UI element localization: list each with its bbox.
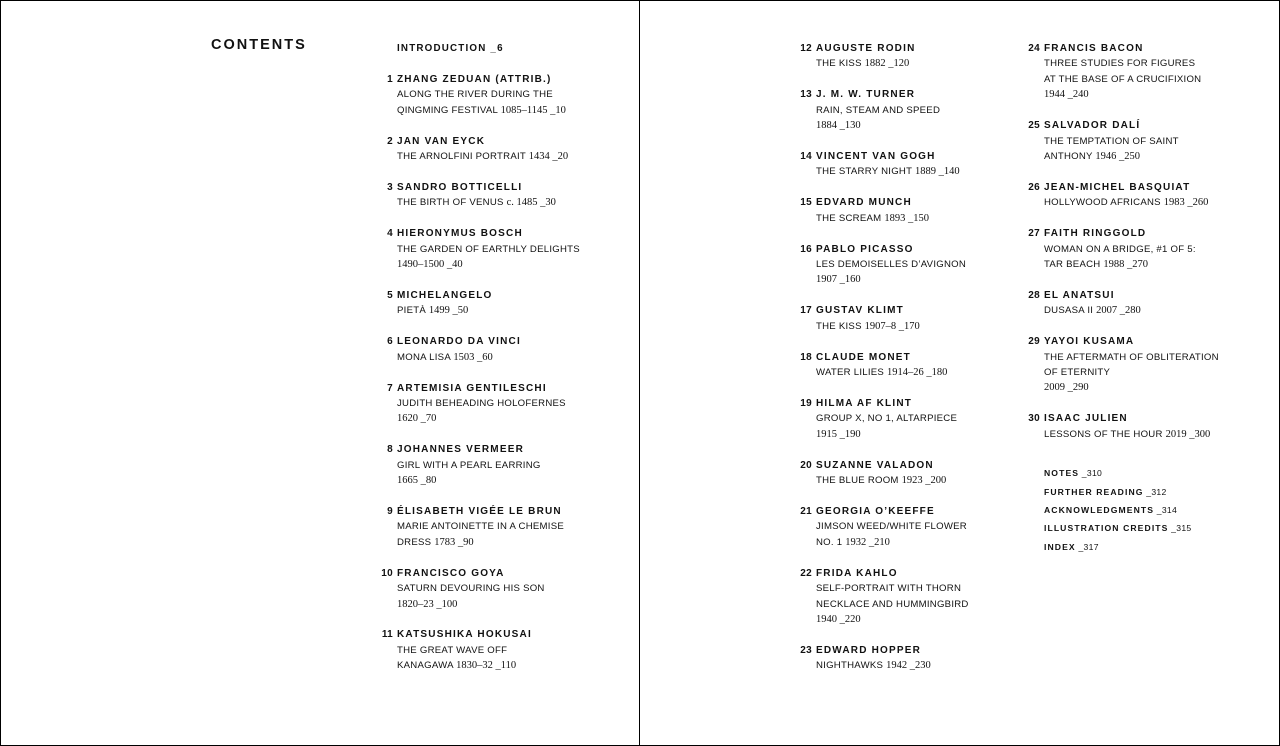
work-date-page: 1932 _210 <box>845 536 890 548</box>
work-title: DUSASA II <box>1044 305 1097 317</box>
work-title: HOLLYWOOD AFRICANS <box>1044 197 1164 209</box>
backmatter-label: FURTHER READING <box>1044 486 1144 497</box>
entry-work-line <box>397 149 597 164</box>
toc-entry <box>800 303 1016 334</box>
entry-work-line <box>1044 242 1244 257</box>
entry-number: 18 <box>800 351 812 363</box>
toc-entry <box>387 180 597 211</box>
work-title: JUDITH BEHEADING HOLOFERNES <box>397 398 566 409</box>
toc-entry <box>387 288 597 319</box>
work-title: KANAGAWA <box>397 660 457 672</box>
entry-number: 7 <box>387 382 393 394</box>
entry-work-line <box>1044 56 1244 71</box>
entry-work-line <box>1044 72 1244 87</box>
entry-number: 14 <box>800 151 812 163</box>
toc-entry <box>800 149 1016 180</box>
work-title: THE BIRTH OF VENUS <box>397 197 507 209</box>
entry-artist: EDVARD MUNCH <box>816 197 912 209</box>
work-title: GROUP X, NO 1, ALTARPIECE <box>816 413 958 425</box>
entry-work-line <box>1044 149 1244 164</box>
entry-work-line <box>816 365 1016 380</box>
entry-number: 12 <box>800 43 812 54</box>
entry-work-line <box>1044 365 1244 380</box>
toc-entry <box>800 504 1016 550</box>
entry-number: 10 <box>381 567 393 579</box>
entry-number: 17 <box>800 305 812 317</box>
entry-work-line <box>816 319 1016 334</box>
toc-entry <box>1028 226 1244 272</box>
entry-number: 6 <box>387 336 393 348</box>
entry-artist: FAITH RINGGOLD <box>1044 228 1147 240</box>
toc-entry <box>800 643 1016 674</box>
toc-entry <box>387 504 597 550</box>
work-title: THE TEMPTATION OF SAINT <box>1044 135 1179 147</box>
work-date-page: 1820–23 _100 <box>397 598 458 610</box>
work-title: WATER LILIES <box>816 367 887 379</box>
work-title: ANTHONY <box>1044 150 1096 162</box>
toc-entry <box>800 396 1016 442</box>
entry-work-line <box>397 242 597 257</box>
backmatter-item <box>1044 464 1244 482</box>
entry-work-line <box>816 56 1016 71</box>
work-title: THE KISS <box>816 58 865 70</box>
entry-artist: YAYOI KUSAMA <box>1044 336 1135 348</box>
work-title: QINGMING FESTIVAL <box>397 104 501 116</box>
entry-work-line <box>397 350 597 365</box>
work-date-page: 1503 _60 <box>453 351 493 363</box>
entry-number: 9 <box>387 506 393 518</box>
page-gutter <box>639 0 640 746</box>
work-date-page: 2007 _280 <box>1096 305 1141 317</box>
work-title: NECKLACE AND HUMMINGBIRD <box>816 598 969 610</box>
entry-work-line <box>816 427 1016 442</box>
backmatter-page: _312 <box>1143 486 1167 497</box>
work-date-page: 1882 _120 <box>864 58 910 70</box>
backmatter-page: _310 <box>1079 468 1103 479</box>
work-date-page: 1830–32 _110 <box>456 660 517 672</box>
toc-column-3 <box>1028 41 1244 556</box>
entry-number: 8 <box>387 444 393 456</box>
work-date-page: 1665 _80 <box>397 475 437 487</box>
entry-artist: ISAAC JULIEN <box>1044 413 1128 425</box>
toc-entry <box>1028 334 1244 396</box>
entry-number: 15 <box>800 197 812 209</box>
work-date-page: 1783 _90 <box>434 536 474 548</box>
backmatter-item <box>1044 501 1244 519</box>
toc-entry <box>387 334 597 365</box>
entry-number: 2 <box>387 135 393 147</box>
work-title: THE SCREAM <box>816 212 885 224</box>
entry-work-line <box>397 519 597 534</box>
entry-number: 13 <box>800 89 812 101</box>
work-title: MARIE ANTOINETTE IN A CHEMISE <box>397 521 564 533</box>
work-date-page: 1490–1500 _40 <box>397 259 463 271</box>
entry-work-line <box>1044 195 1244 210</box>
work-date-page: 1884 _130 <box>816 120 861 132</box>
toc-entry <box>800 41 1016 72</box>
entry-work-line <box>816 581 1016 596</box>
entry-artist: CLAUDE MONET <box>816 351 911 363</box>
backmatter-item <box>1044 519 1244 537</box>
work-date-page: 1940 _220 <box>816 613 861 625</box>
entry-work-line <box>397 581 597 596</box>
work-title: OF ETERNITY <box>1044 367 1111 378</box>
work-date-page: 1085–1145 _10 <box>500 104 566 116</box>
entry-artist: HILMA AF KLINT <box>816 398 913 409</box>
contents-heading: CONTENTS <box>211 37 307 53</box>
work-title: THE ARNOLFINI PORTRAIT <box>397 151 529 163</box>
entry-number: 23 <box>800 644 812 656</box>
work-date-page: 1988 _270 <box>1103 258 1148 270</box>
entry-number: 24 <box>1028 43 1040 54</box>
entry-artist: JEAN-MICHEL BASQUIAT <box>1044 181 1191 193</box>
work-title: MONA LISA <box>397 351 454 363</box>
entry-artist: GUSTAV KLIMT <box>816 305 904 317</box>
entry-work-line <box>397 535 597 550</box>
entry-number: 19 <box>800 398 812 409</box>
toc-entry <box>1028 411 1244 442</box>
entry-artist: JOHANNES VERMEER <box>397 444 524 456</box>
entry-work-line <box>397 458 597 473</box>
toc-entry <box>800 87 1016 133</box>
toc-column-1 <box>381 41 597 689</box>
entry-work-line <box>397 396 597 411</box>
entry-work-line <box>816 411 1016 426</box>
work-date-page: 1893 _150 <box>884 212 929 224</box>
toc-column-2 <box>800 41 1016 689</box>
toc-backmatter <box>1044 464 1244 556</box>
entry-number: 29 <box>1028 336 1040 348</box>
entry-artist: HIERONYMUS BOSCH <box>397 228 523 240</box>
work-date-page: 1907–8 _170 <box>864 320 920 332</box>
work-title: PIETÀ <box>397 305 429 317</box>
entry-work-line <box>816 103 1016 118</box>
entry-number: 3 <box>387 181 393 193</box>
entry-number: 21 <box>800 506 812 518</box>
entry-number: 20 <box>800 459 812 471</box>
toc-entry <box>1028 41 1244 103</box>
entry-artist: KATSUSHIKA HOKUSAI <box>397 629 532 641</box>
work-date-page: 2009 _290 <box>1044 382 1089 394</box>
entry-work-line <box>1044 134 1244 149</box>
toc-entry <box>1028 180 1244 211</box>
entry-work-line <box>1044 350 1244 365</box>
entry-artist: ZHANG ZEDUAN (ATTRIB.) <box>397 73 552 85</box>
entry-number: 16 <box>800 243 812 255</box>
entry-artist: ÉLISABETH VIGÉE LE BRUN <box>397 506 562 518</box>
work-date-page: 1942 _230 <box>886 660 931 672</box>
work-date-page: 1499 _50 <box>428 305 469 317</box>
entry-artist: SALVADOR DALÍ <box>1044 120 1141 132</box>
work-title: THE KISS <box>816 320 865 332</box>
entry-artist: LEONARDO DA VINCI <box>397 336 521 348</box>
entry-artist: MICHELANGELO <box>397 289 493 301</box>
toc-entry <box>800 350 1016 381</box>
backmatter-label: ILLUSTRATION CREDITS <box>1044 523 1169 534</box>
work-title: THE GREAT WAVE OFF <box>397 644 508 656</box>
entry-work-line <box>816 272 1016 287</box>
entry-work-line <box>816 535 1016 550</box>
toc-introduction: INTRODUCTION _6 <box>397 43 504 54</box>
work-date-page: 1915 _190 <box>816 428 861 440</box>
toc-entry <box>387 381 597 427</box>
work-date-page: 2019 _300 <box>1165 428 1211 440</box>
entry-work-line <box>1044 257 1244 272</box>
work-date-page: 1923 _200 <box>901 475 947 487</box>
work-title: AT THE BASE OF A CRUCIFIXION <box>1044 73 1202 85</box>
work-date-page: 1946 _250 <box>1095 150 1141 162</box>
work-title: SELF-PORTRAIT WITH THORN <box>816 583 962 595</box>
backmatter-page: _315 <box>1168 523 1192 534</box>
work-title: THE STARRY NIGHT <box>816 166 915 178</box>
entry-work-line <box>1044 427 1244 442</box>
work-title: TAR BEACH <box>1044 258 1104 270</box>
entry-work-line <box>397 103 597 118</box>
entry-work-line <box>397 411 597 426</box>
entry-work-line <box>397 195 597 210</box>
entry-number: 1 <box>387 73 393 85</box>
entry-artist: EL ANATSUI <box>1044 289 1115 301</box>
toc-entry <box>800 566 1016 628</box>
entry-work-line <box>816 211 1016 226</box>
entry-work-line <box>816 519 1016 534</box>
toc-entries-group <box>381 72 597 674</box>
work-title: THREE STUDIES FOR FIGURES <box>1044 58 1196 70</box>
work-title: DRESS <box>397 536 435 548</box>
entry-artist: FRIDA KAHLO <box>816 567 898 579</box>
entry-artist: PABLO PICASSO <box>816 243 914 255</box>
toc-entry <box>1028 118 1244 164</box>
entry-work-line <box>397 473 597 488</box>
work-date-page: 1620 _70 <box>397 413 437 425</box>
work-date-page: 1434 _20 <box>528 151 569 163</box>
work-date-page: 1907 _160 <box>816 274 861 286</box>
work-date-page: c. 1485 _30 <box>506 197 556 209</box>
work-title: NIGHTHAWKS <box>816 660 887 672</box>
entry-artist: SUZANNE VALADON <box>816 459 934 471</box>
entry-artist: J. M. W. TURNER <box>816 89 916 101</box>
toc-entry <box>800 242 1016 288</box>
entry-artist: FRANCISCO GOYA <box>397 567 505 579</box>
work-title: SATURN DEVOURING HIS SON <box>397 583 545 595</box>
entry-work-line <box>816 612 1016 627</box>
entry-artist: JAN VAN EYCK <box>397 135 486 147</box>
entry-number: 27 <box>1028 228 1040 240</box>
entry-work-line <box>397 643 597 658</box>
entry-artist: VINCENT VAN GOGH <box>816 151 936 163</box>
entry-artist: EDWARD HOPPER <box>816 644 922 656</box>
work-title: RAIN, STEAM AND SPEED <box>816 104 941 116</box>
toc-entry <box>800 195 1016 226</box>
entry-number: 25 <box>1028 120 1040 132</box>
work-title: LES DEMOISELLES D’AVIGNON <box>816 259 967 271</box>
work-title: JIMSON WEED/WHITE FLOWER <box>816 521 967 533</box>
work-title: NO. 1 <box>816 536 846 548</box>
entry-work-line <box>816 473 1016 488</box>
entry-work-line <box>397 87 597 102</box>
backmatter-item <box>1044 483 1244 501</box>
work-title: THE AFTERMATH OF OBLITERATION <box>1044 351 1219 363</box>
work-date-page: 1914–26 _180 <box>886 367 948 379</box>
entry-number: 28 <box>1028 289 1040 301</box>
work-title: WOMAN ON A BRIDGE, #1 OF 5: <box>1044 243 1196 255</box>
backmatter-item <box>1044 538 1244 556</box>
toc-entry <box>387 226 597 272</box>
work-title: ALONG THE RIVER DURING THE <box>397 89 553 101</box>
entry-number: 22 <box>800 567 812 579</box>
work-date-page: 1944 _240 <box>1044 89 1089 101</box>
work-date-page: 1889 _140 <box>914 166 960 178</box>
entry-work-line <box>816 658 1016 673</box>
entry-artist: SANDRO BOTTICELLI <box>397 181 523 193</box>
backmatter-page: _314 <box>1154 504 1178 515</box>
entry-artist: ARTEMISIA GENTILESCHI <box>397 382 547 394</box>
entry-number: 30 <box>1028 413 1040 425</box>
entry-work-line <box>816 164 1016 179</box>
toc-entries-group <box>1028 41 1244 442</box>
toc-entry <box>387 134 597 165</box>
backmatter-label: ACKNOWLEDGMENTS <box>1044 504 1155 515</box>
toc-entry <box>800 458 1016 489</box>
toc-entry <box>381 566 597 612</box>
entry-artist: FRANCIS BACON <box>1044 43 1144 54</box>
entry-work-line <box>1044 380 1244 395</box>
backmatter-page: _317 <box>1075 541 1099 552</box>
entry-number: 4 <box>387 228 393 240</box>
toc-entry <box>387 442 597 488</box>
entry-number: 11 <box>381 629 393 641</box>
toc-entry <box>381 627 597 673</box>
entry-work-line <box>816 118 1016 133</box>
toc-entry <box>387 72 597 118</box>
work-title: LESSONS OF THE HOUR <box>1044 428 1166 440</box>
entry-number: 5 <box>387 289 393 301</box>
entry-work-line <box>397 303 597 318</box>
entry-work-line <box>816 597 1016 612</box>
entry-work-line <box>397 658 597 673</box>
work-title: THE BLUE ROOM <box>816 475 902 487</box>
entry-work-line <box>1044 303 1244 318</box>
toc-entries-group <box>800 41 1016 674</box>
toc-entry <box>1028 288 1244 319</box>
entry-work-line <box>816 257 1016 272</box>
work-title: GIRL WITH A PEARL EARRING <box>397 459 541 471</box>
entry-work-line <box>397 257 597 272</box>
work-date-page: 1983 _260 <box>1163 197 1209 209</box>
entry-artist: AUGUSTE RODIN <box>816 43 916 54</box>
work-title: THE GARDEN OF EARTHLY DELIGHTS <box>397 243 580 255</box>
entry-work-line <box>1044 87 1244 102</box>
backmatter-label: INDEX <box>1044 541 1076 552</box>
entry-work-line <box>397 597 597 612</box>
entry-number: 26 <box>1028 181 1040 193</box>
backmatter-label: NOTES <box>1044 468 1080 479</box>
entry-artist: GEORGIA O’KEEFFE <box>816 506 935 518</box>
